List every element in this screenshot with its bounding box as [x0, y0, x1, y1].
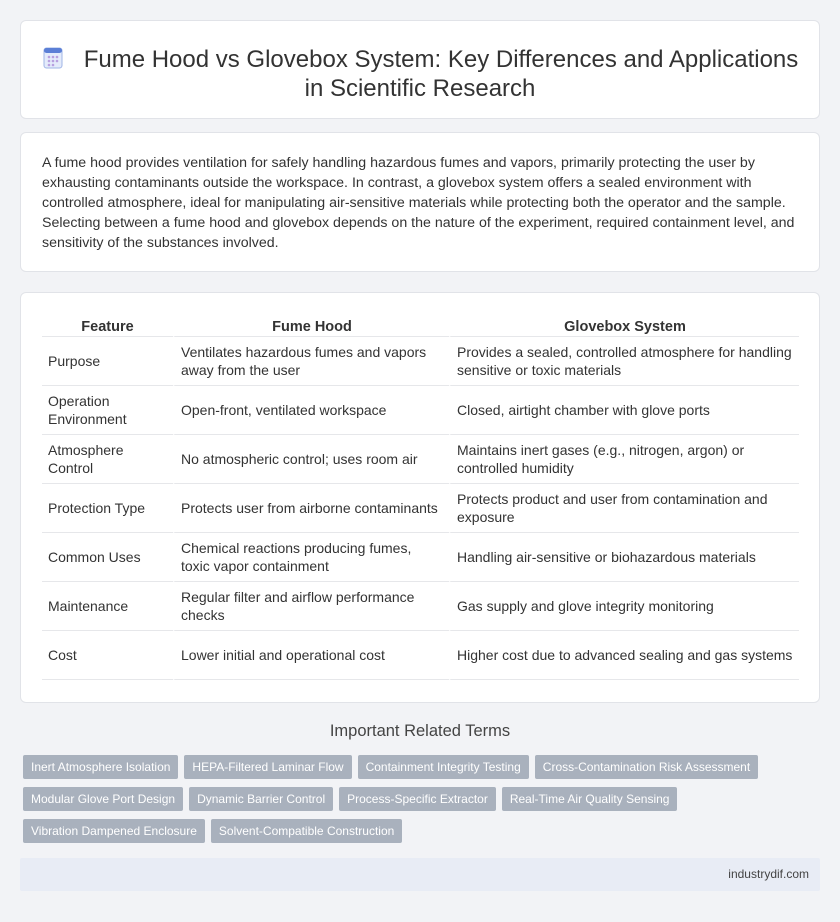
comparison-table [42, 317, 799, 680]
fume-hood-cell: No atmospheric control; uses room air [173, 435, 449, 484]
feature-cell: Maintenance [42, 582, 173, 631]
title-line-1: Fume Hood vs Glovebox System: Key Differences and Applications [83, 46, 799, 73]
related-term-tag[interactable]: Real-Time Air Quality Sensing [502, 787, 678, 811]
fume-hood-cell: Open-front, ventilated workspace [173, 386, 449, 435]
glovebox-cell: Protects product and user from contamination and exposure [449, 484, 799, 533]
related-term-tag[interactable]: Vibration Dampened Enclosure [23, 819, 205, 843]
glovebox-cell: Provides a sealed, controlled atmosphere for handling sensitive or toxic materials [449, 337, 799, 386]
fume-hood-cell: Ventilates hazardous fumes and vapors away from the user [173, 337, 449, 386]
glovebox-cell: Maintains inert gases (e.g., nitrogen, argon) or controlled humidity [449, 435, 799, 484]
footer [20, 858, 820, 891]
footer-site-link[interactable]: industrydif.com [728, 867, 809, 881]
related-terms-title: Important Related Terms [329, 722, 511, 740]
table-row [42, 533, 799, 582]
glovebox-cell: Closed, airtight chamber with glove ports [449, 386, 799, 435]
feature-cell: Protection Type [42, 484, 173, 533]
related-term-tag[interactable]: Inert Atmosphere Isolation [23, 755, 178, 779]
feature-cell: Purpose [42, 337, 173, 386]
feature-cell: Cost [42, 631, 173, 680]
table-row [42, 337, 799, 386]
title-line-2: in Scientific Research [304, 75, 536, 102]
related-term-tag[interactable]: HEPA-Filtered Laminar Flow [184, 755, 351, 779]
related-terms-list [23, 755, 803, 851]
fume-hood-cell: Lower initial and operational cost [173, 631, 449, 680]
intro-paragraph: A fume hood provides ventilation for safely handling hazardous fumes and vapors, primarily protecting the user by exhausting contaminants outside the workspace. In contrast, a glovebox system offers a sealed environment with controlled atmosphere, ideal for manipulating air-sensitive materials while protecting both the operator and the sample. Selecting between a fume hood and glovebox depends on the nature of the experiment, required containment level, and sensitivity of the substances involved. [42, 155, 795, 251]
related-term-tag[interactable]: Dynamic Barrier Control [189, 787, 333, 811]
fume-hood-cell: Protects user from airborne contaminants [173, 484, 449, 533]
table-header-row [42, 317, 799, 337]
related-term-tag[interactable]: Cross-Contamination Risk Assessment [535, 755, 758, 779]
feature-cell: Common Uses [42, 533, 173, 582]
comparison-card [20, 292, 820, 703]
table-row [42, 484, 799, 533]
header-fume-hood: Fume Hood [173, 317, 449, 337]
related-term-tag[interactable]: Process-Specific Extractor [339, 787, 496, 811]
document-icon [42, 47, 64, 69]
table-row [42, 435, 799, 484]
glovebox-cell: Higher cost due to advanced sealing and gas systems [449, 631, 799, 680]
table-row [42, 631, 799, 680]
feature-cell: Atmosphere Control [42, 435, 173, 484]
header-card [20, 20, 820, 119]
table-row [42, 582, 799, 631]
header-feature: Feature [42, 317, 173, 337]
intro-card [20, 132, 820, 272]
glovebox-cell: Gas supply and glove integrity monitoring [449, 582, 799, 631]
feature-cell: Operation Environment [42, 386, 173, 435]
fume-hood-cell: Chemical reactions producing fumes, toxic vapor containment [173, 533, 449, 582]
glovebox-cell: Handling air-sensitive or biohazardous materials [449, 533, 799, 582]
header-glovebox: Glovebox System [449, 317, 799, 337]
fume-hood-cell: Regular filter and airflow performance checks [173, 582, 449, 631]
related-term-tag[interactable]: Solvent-Compatible Construction [211, 819, 402, 843]
related-term-tag[interactable]: Containment Integrity Testing [358, 755, 529, 779]
page-title [21, 45, 819, 103]
table-row [42, 386, 799, 435]
related-term-tag[interactable]: Modular Glove Port Design [23, 787, 183, 811]
